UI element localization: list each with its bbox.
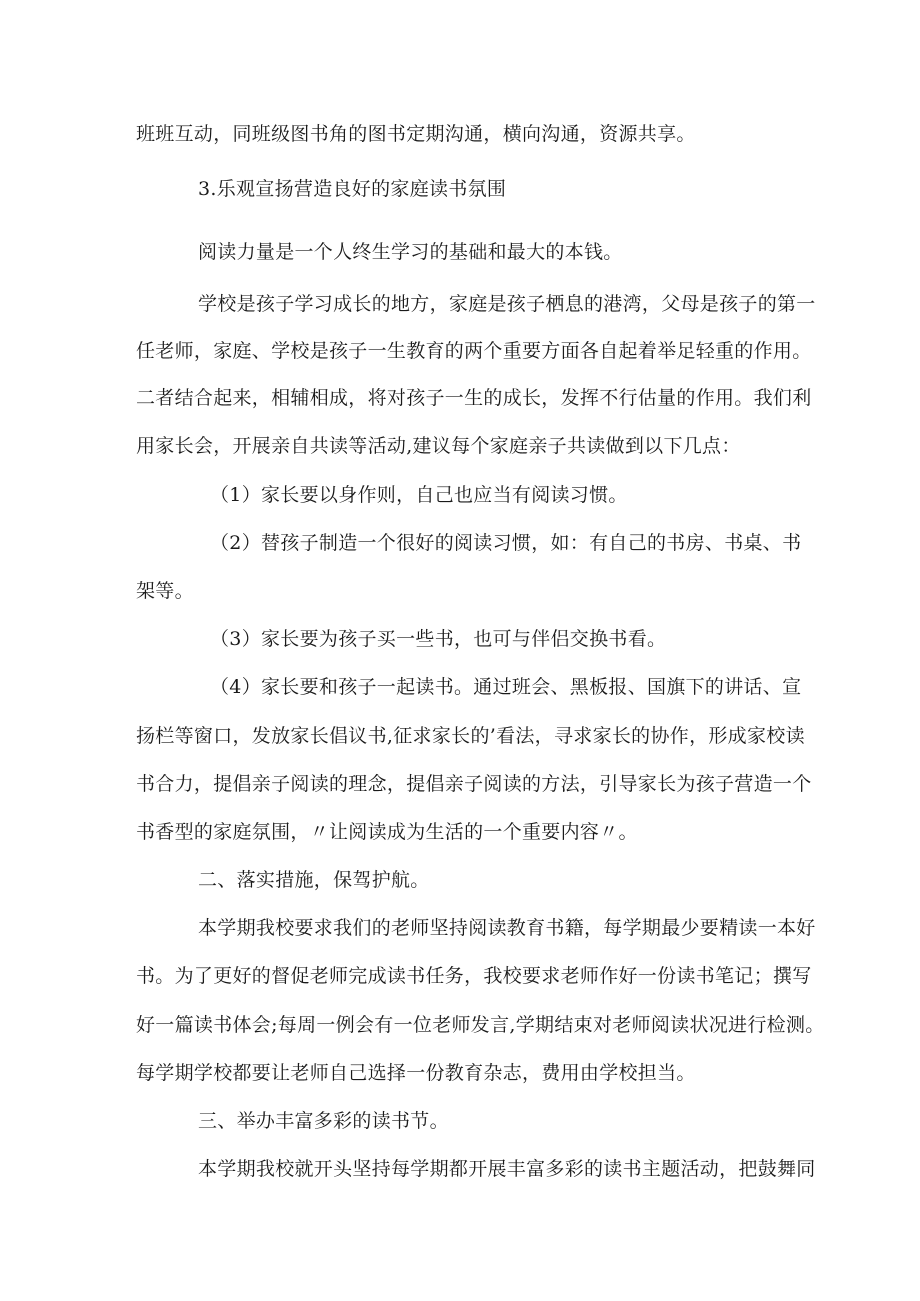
body-text-line: 班班互动，同班级图书角的图书定期沟通，横向沟通，资源共享。 (136, 123, 696, 145)
list-item: （2）替孩子制造一个很好的阅读习惯，如：有自己的书房、书桌、书 (210, 532, 802, 554)
body-text-line: 书。为了更好的督促老师完成读书任务，我校要求老师作好一份读书笔记；撰写 (136, 965, 812, 987)
body-text-line: 任老师，家庭、学校是孩子一生教育的两个重要方面各自起着举足轻重的作用。 (136, 340, 812, 362)
body-text-line: 架等。 (136, 580, 194, 602)
body-text-line: 好一篇读书体会;每周一例会有一位老师发言,学期结束对老师阅读状况进行检测。 (136, 1014, 825, 1036)
list-item: （3）家长要为孩子买一些书，也可与伴侣交换书看。 (210, 628, 667, 650)
body-text-line: 本学期我校就开头坚持每学期都开展丰富多彩的读书主题活动，把鼓舞同 (198, 1158, 816, 1180)
list-item: （1）家长要以身作则，自己也应当有阅读习惯。 (210, 484, 628, 506)
body-text-line: 阅读力量是一个人终生学习的基础和最大的本钱。 (198, 241, 623, 263)
body-text-line: 书香型的家庭氛围，〃让阅读成为生活的一个重要内容〃。 (136, 821, 638, 843)
body-text-line: 本学期我校要求我们的老师坚持阅读教育书籍，每学期最少要精读一本好 (198, 917, 816, 939)
body-text-line: 用家长会，开展亲自共读等活动,建议每个家庭亲子共读做到以下几点： (136, 435, 741, 457)
section-heading: 三、举办丰富多彩的读书节。 (198, 1110, 449, 1132)
body-text-line: 学校是孩子学习成长的地方，家庭是孩子栖息的港湾，父母是孩子的第一 (198, 293, 816, 315)
body-text-line: 书合力，提倡亲子阅读的理念，提倡亲子阅读的方法，引导家长为孩子营造一个 (136, 773, 812, 795)
body-text-line: 每学期学校都要让老师自己选择一份教育杂志，费用由学校担当。 (136, 1062, 696, 1084)
list-item: （4）家长要和孩子一起读书。通过班会、黑板报、国旗下的讲话、宣 (210, 676, 802, 698)
body-text-line: 扬栏等窗口，发放家长倡议书,征求家长的’看法，寻求家长的协作，形成家校读 (136, 725, 805, 747)
section-heading: 二、落实措施，保驾护航。 (198, 869, 430, 891)
body-text-line: 二者结合起来，相辅相成，将对孩子一生的成长，发挥不行估量的作用。我们利 (136, 387, 812, 409)
section-heading: 3.乐观宣扬营造良好的家庭读书氛围 (198, 178, 507, 200)
